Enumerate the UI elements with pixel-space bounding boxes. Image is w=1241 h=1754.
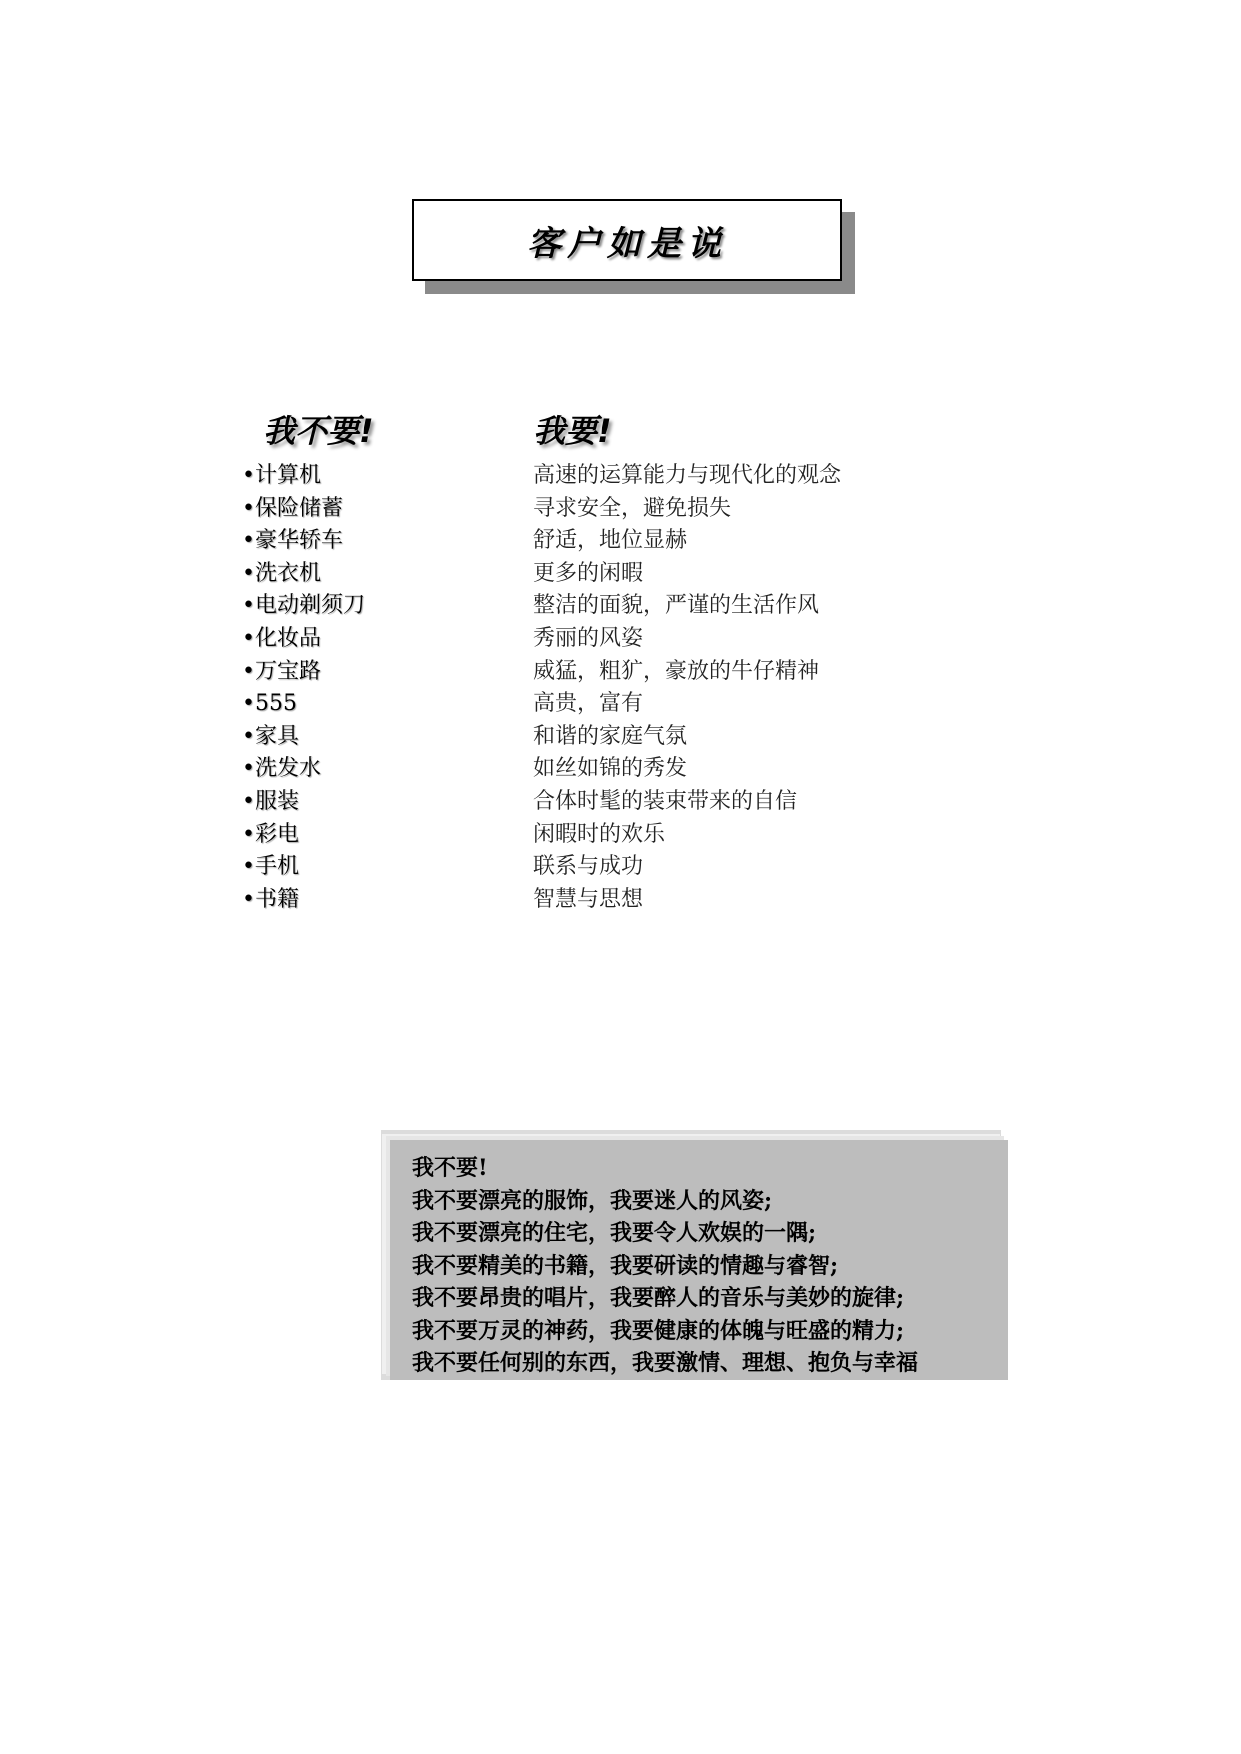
- quote-line: 我不要精美的书籍，我要研读的情趣与睿智;: [412, 1252, 839, 1279]
- dont-want-item: •洗发水: [242, 756, 321, 782]
- want-item: 联系与成功: [533, 854, 644, 880]
- quote-line: 我不要!: [412, 1155, 488, 1181]
- quote-line: 我不要漂亮的住宅，我要令人欢娱的一隅;: [412, 1220, 817, 1246]
- want-item: 和谐的家庭气氛: [533, 723, 688, 749]
- dont-want-item: •服装: [242, 788, 299, 814]
- want-list: [533, 460, 841, 916]
- want-item: 高贵，富有: [533, 691, 644, 717]
- want-item: 舒适，地位显赫: [533, 528, 688, 554]
- quote-box: [390, 1140, 1008, 1380]
- dont-want-item: •保险储蓄: [242, 495, 343, 521]
- quote-line: 我不要万灵的神药，我要健康的体魄与旺盛的精力;: [412, 1317, 905, 1344]
- want-item: 高速的运算能力与现代化的观念: [533, 463, 842, 488]
- dont-want-item: •家具: [242, 723, 299, 749]
- dont-want-item: •化妆品: [242, 625, 321, 651]
- want-item: 更多的闲暇: [533, 560, 644, 586]
- quote-line: 我不要昂贵的唱片，我要醉人的音乐与美妙的旋律;: [412, 1285, 905, 1311]
- want-item: 威猛，粗犷，豪放的牛仔精神: [533, 658, 820, 684]
- want-item: 秀丽的风姿: [533, 625, 644, 651]
- quote-line: 我不要漂亮的服饰，我要迷人的风姿;: [412, 1187, 773, 1214]
- want-item: 寻求安全，避免损失: [533, 495, 732, 521]
- dont-want-list: [242, 460, 365, 916]
- want-item: 合体时髦的装束带来的自信: [533, 788, 798, 814]
- dont-want-item: •书籍: [242, 886, 299, 912]
- dont-want-item: •电动剃须刀: [242, 593, 365, 619]
- want-header: 我要!: [533, 412, 612, 450]
- dont-want-header: 我不要!: [263, 412, 374, 450]
- quote-line: 我不要任何别的东西，我要激情、理想、抱负与幸福: [412, 1350, 919, 1376]
- dont-want-item: •洗衣机: [242, 560, 321, 586]
- dont-want-item: •555: [242, 691, 297, 717]
- want-item: 智慧与思想: [533, 886, 644, 912]
- dont-want-item: •彩电: [242, 821, 299, 847]
- dont-want-item: •手机: [242, 854, 299, 880]
- want-item: 闲暇时的欢乐: [533, 821, 666, 847]
- page-title: 客户如是说: [527, 223, 727, 264]
- dont-want-item: •计算机: [242, 463, 321, 488]
- want-item: 如丝如锦的秀发: [533, 756, 688, 782]
- dont-want-item: •万宝路: [242, 658, 321, 684]
- want-item: 整洁的面貌，严谨的生活作风: [533, 593, 820, 619]
- title-box: [412, 199, 842, 281]
- dont-want-item: •豪华轿车: [242, 528, 343, 554]
